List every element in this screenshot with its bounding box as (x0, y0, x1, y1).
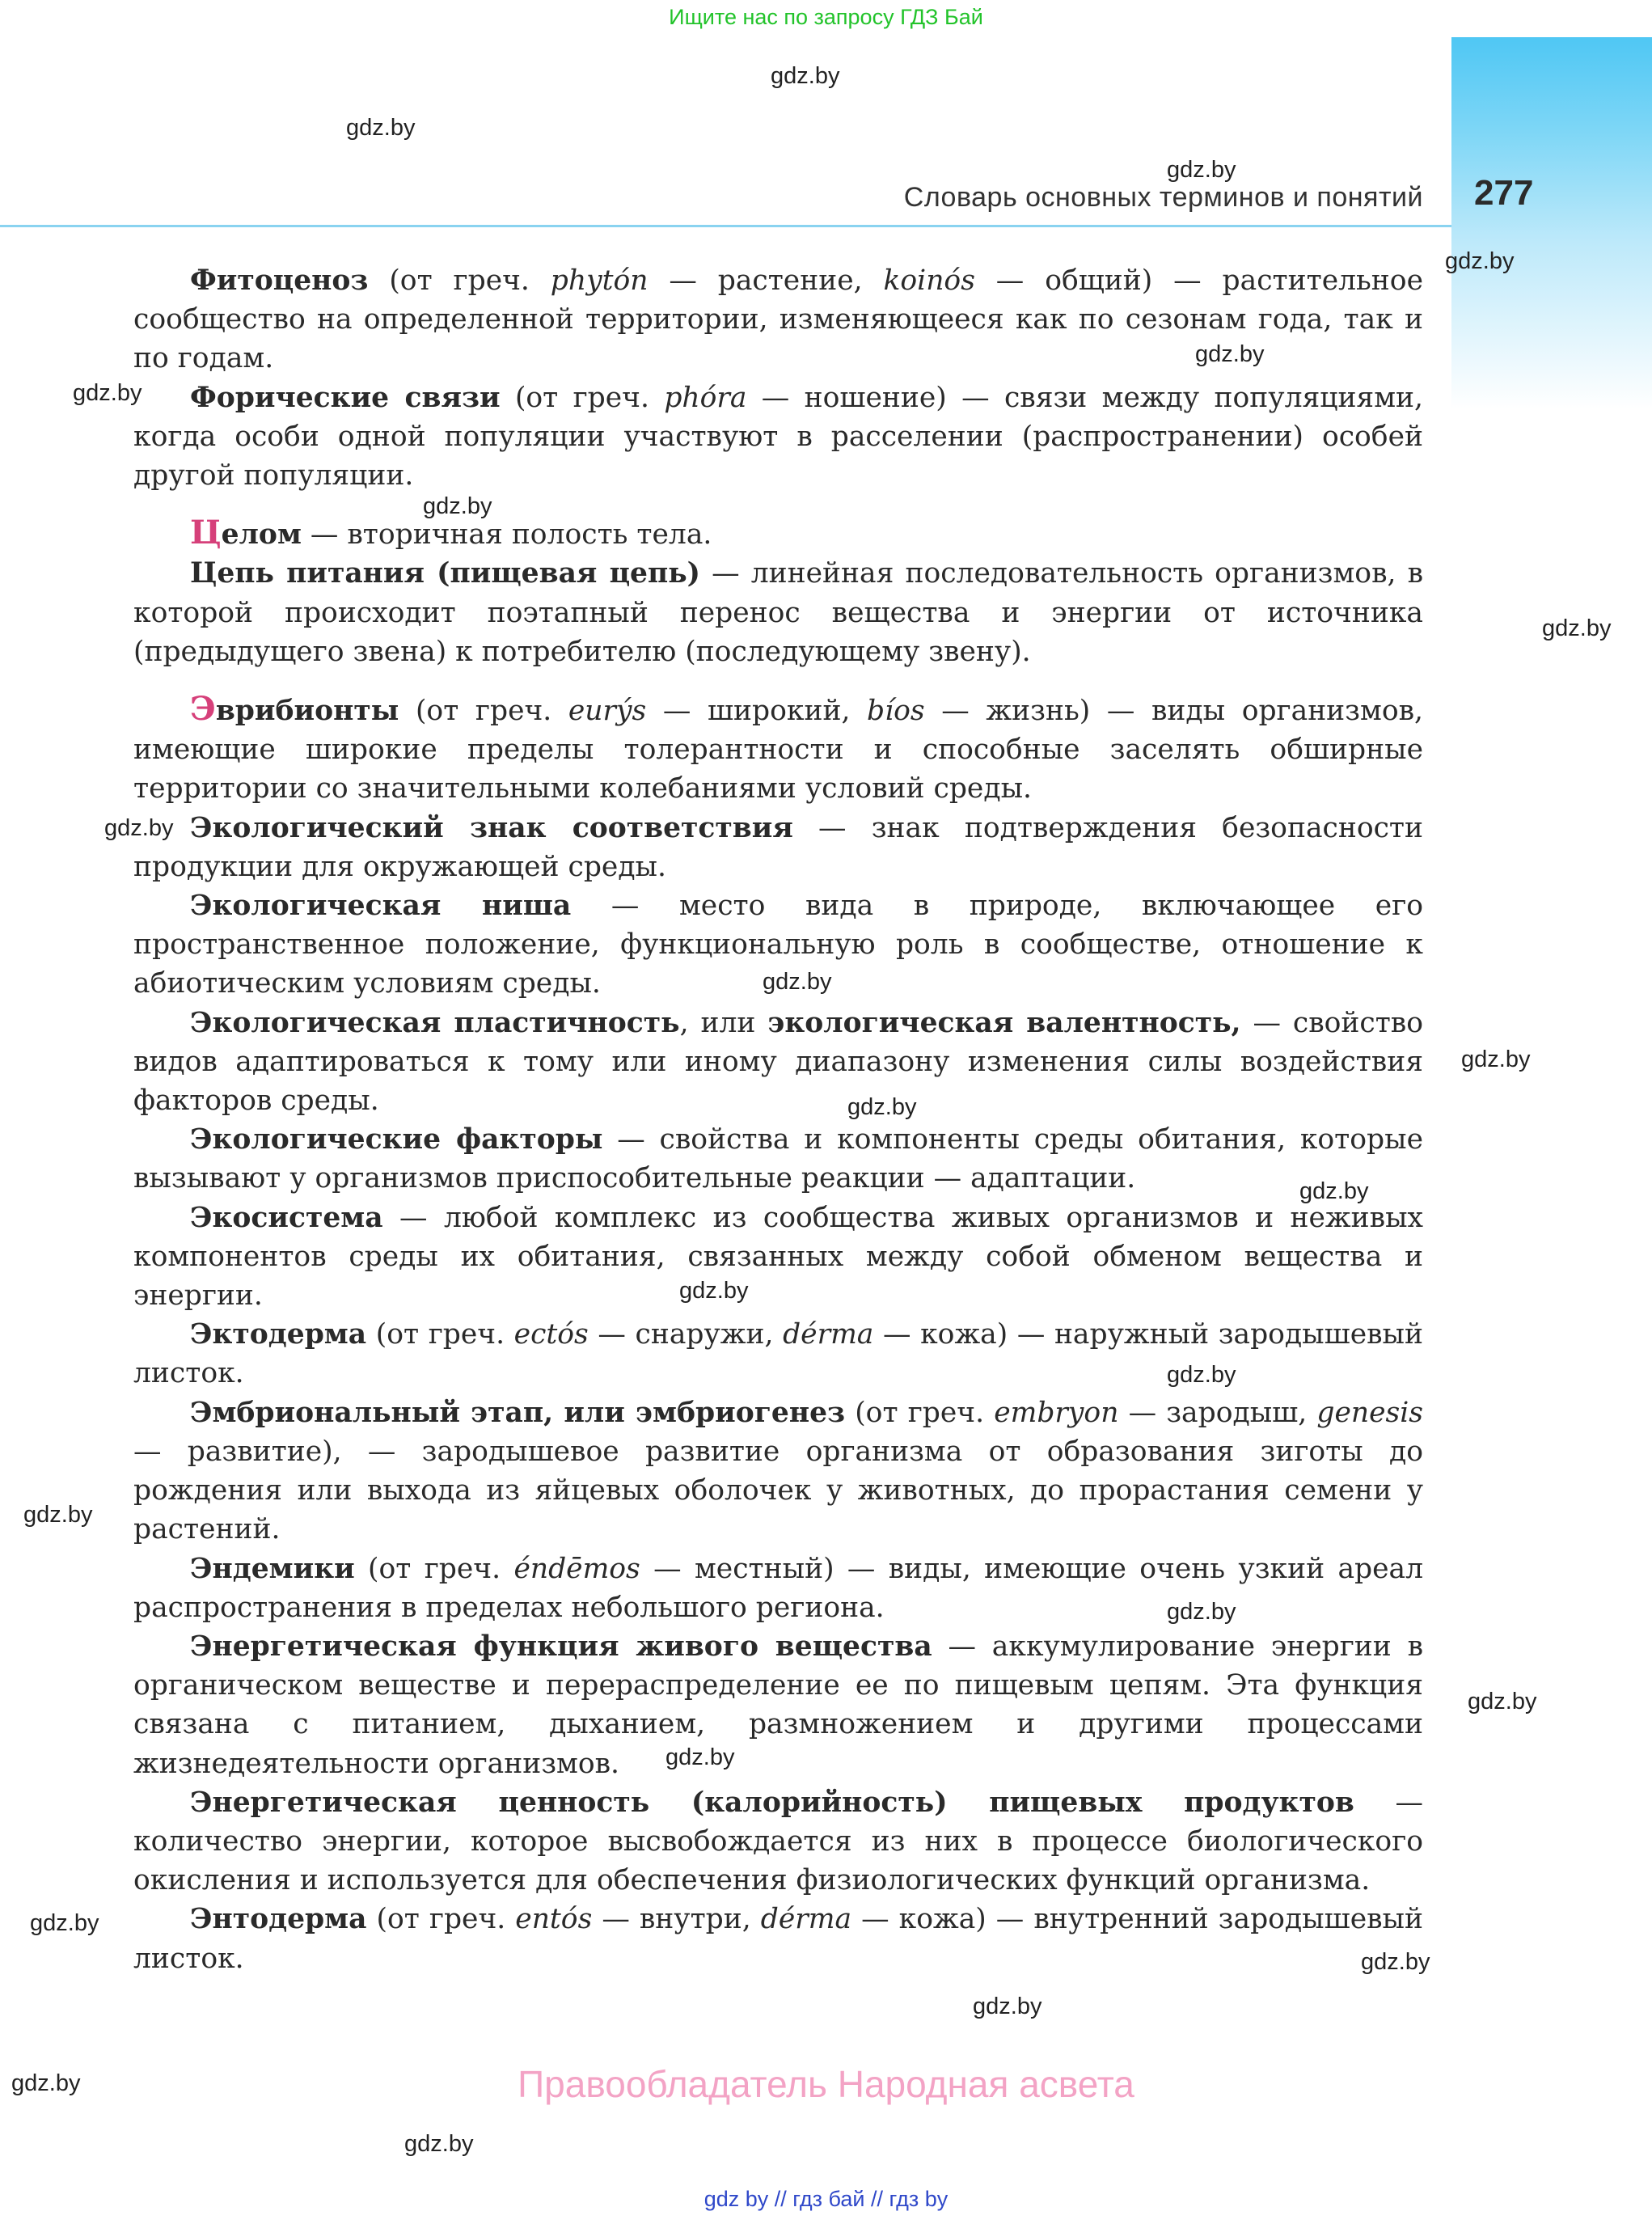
glossary-entry (133, 514, 1423, 554)
watermark: gdz.by (1361, 1949, 1430, 1975)
glossary-entry (133, 378, 1423, 496)
glossary-content (133, 261, 1423, 1978)
definition: — количество энергии, которое высвобождается из них в процессе биологического окисления и используется для обеспечения физиологических функций организма. (133, 1786, 1423, 1897)
watermark: gdz.by (104, 815, 174, 841)
watermark: gdz.by (973, 1994, 1042, 2019)
initial-letter: Ц (190, 514, 222, 552)
definition: (от греч. éndēmos — местный) — виды, имеющие очень узкий ареал распространения в пределах небольшого региона. (133, 1552, 1423, 1624)
glossary-entry (133, 809, 1423, 886)
page-number-tab (1451, 37, 1652, 409)
watermark: gdz.by (1461, 1046, 1531, 1072)
watermark: gdz.by (423, 493, 492, 519)
term: Цепь питания (пищевая цепь) (190, 557, 700, 590)
top-search-link[interactable]: Ищите нас по запросу ГДЗ Бай (669, 5, 983, 29)
glossary-entry (133, 1004, 1423, 1121)
definition: — свойства и компоненты среды обитания, которые вызывают у организмов приспособительные реакции — адаптации. (133, 1123, 1423, 1195)
definition: , или экологическая валентность, — свойство видов адаптироваться к тому или иному диапазону изменения силы воздействия факторов среды. (133, 1006, 1423, 1118)
watermark: gdz.by (763, 969, 832, 995)
watermark: gdz.by (1468, 1689, 1537, 1715)
watermark: gdz.by (73, 380, 142, 406)
glossary-entry (133, 554, 1423, 671)
page-number: 277 (1474, 173, 1534, 213)
glossary-entry (133, 1900, 1423, 1977)
watermark: gdz.by (1195, 341, 1265, 367)
definition: — линейная последовательность организмов, в которой происходит поэтапный перенос вещества и энергии от источника (предыдущего звена) к потребителю (последующему звену). (133, 557, 1423, 668)
header-rule (0, 225, 1451, 227)
watermark: gdz.by (1445, 248, 1515, 274)
glossary-entry (133, 1783, 1423, 1901)
term: Фитоценоз (190, 264, 369, 297)
term: Энергетическая ценность (калорийность) пищевых продуктов (190, 1786, 1354, 1819)
term: Эндемики (190, 1552, 355, 1585)
initial-letter: Э (190, 690, 216, 729)
term: Энергетическая функция живого вещества (190, 1630, 932, 1663)
watermark: gdz.by (679, 1278, 749, 1304)
watermark: gdz.by (847, 1094, 917, 1120)
definition: (от греч. phytón — растение, koinós — общий) — растительное сообщество на определенной территории, изменяющееся как по сезонам года, так и по годам. (133, 264, 1423, 375)
footer-links[interactable]: gdz by // гдз бай // гдз by (703, 2187, 949, 2211)
definition: — место вида в природе, включающее его пространственное положение, функциональную роль в сообществе, отношение к абиотическим условиям среды. (133, 890, 1423, 1000)
watermark: gdz.by (665, 1744, 735, 1770)
watermark: gdz.by (1542, 615, 1612, 641)
definition: (от греч. ectós — снаружи, dérma — кожа) — наружный зародышевый листок. (133, 1318, 1423, 1390)
watermark: gdz.by (1167, 1599, 1236, 1625)
glossary-entry (133, 1120, 1423, 1198)
watermark: gdz.by (11, 2070, 81, 2096)
watermark: gdz.by (346, 115, 416, 141)
watermark: gdz.by (771, 63, 840, 89)
term: Экологическая ниша (190, 890, 572, 923)
running-title: Словарь основных терминов и понятий (903, 182, 1423, 213)
watermark: gdz.by (30, 1910, 99, 1936)
term: Форические связи (190, 381, 501, 414)
watermark: gdz.by (1167, 1362, 1236, 1388)
term: Эмбриональный этап, или эмбриогенез (190, 1396, 846, 1429)
glossary-entry (133, 1199, 1423, 1316)
definition: (от греч. phóra — ношение) — связи между популяциями, когда особи одной популяции участвуют в расселении (распространении) особей другой популяции. (133, 381, 1423, 493)
definition: (от греч. entós — внутри, dérma — кожа) — внутренний зародышевый листок. (133, 1903, 1423, 1975)
term: врибионты (215, 695, 399, 728)
term: Экологический знак соответствия (190, 811, 793, 844)
watermark: gdz.by (1167, 157, 1236, 183)
glossary-entry (133, 1627, 1423, 1783)
glossary-entry (133, 690, 1423, 809)
definition: (от греч. embryon — зародыш, genesis — развитие), — зародышевое развитие организма от образования зиготы до рождения или выхода из яйцевых оболочек у животных, до прорастания семени у растений. (133, 1396, 1423, 1546)
definition: — аккумулирование энергии в органическом веществе и перераспределение ее по пищевым цепям. Эта функция связана с питанием, дыханием, размножением и другими процессами жизнедеятельности организмов. (133, 1630, 1423, 1780)
definition: — знак подтверждения безопасности продукции для окружающей среды. (133, 811, 1423, 883)
definition: — любой комплекс из сообщества живых организмов и неживых компонентов среды их обитания, связанных между собой обменом вещества и энергии. (133, 1201, 1423, 1313)
term: Экологические факторы (190, 1123, 603, 1156)
watermark: gdz.by (1299, 1178, 1369, 1204)
term: Экологическая пластичность (190, 1006, 680, 1039)
term: Экосистема (190, 1201, 383, 1234)
term: Эктодерма (190, 1318, 367, 1351)
copyright-notice: Правообладатель Народная асвета (518, 2063, 1134, 2105)
glossary-entry (133, 1393, 1423, 1550)
term: елом (221, 518, 302, 552)
term: Энтодерма (190, 1903, 367, 1936)
definition: — вторичная полость тела. (301, 518, 712, 552)
watermark: gdz.by (404, 2131, 474, 2157)
watermark: gdz.by (23, 1502, 93, 1528)
definition: (от греч. eurýs — широкий, bíos — жизнь) — виды организмов, имеющие широкие пределы толерантности и способные заселять обширные территории со значительными колебаниями условий среды. (133, 695, 1423, 805)
